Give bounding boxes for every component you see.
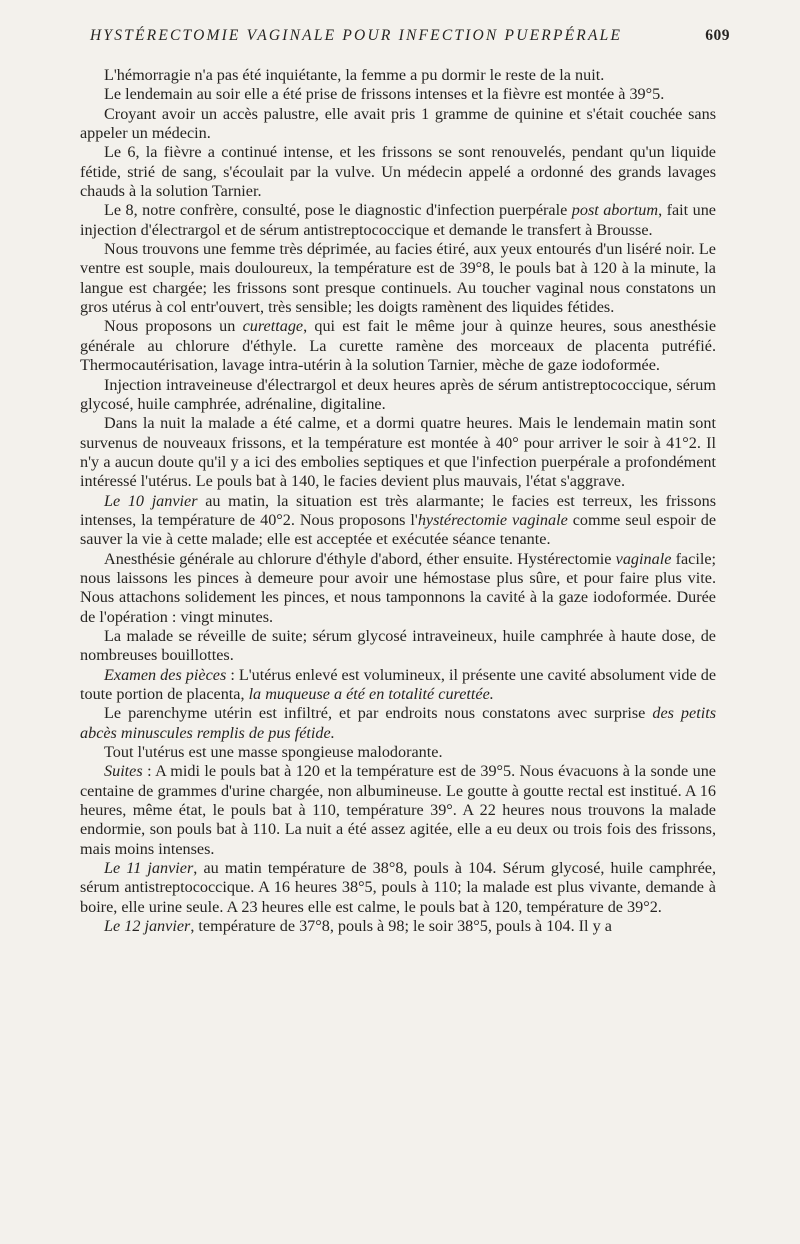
italic-text: hystérectomie vaginale [417,510,568,529]
paragraph [80,704,716,743]
paragraph [80,550,716,627]
italic-text: la muqueuse a été en totalité curettée. [248,685,494,703]
text-run: au matin, la situation est très alarmante; le facies est terreux, les frissons intenses, la température de 40°2. Nous proposons l' [80,491,716,529]
paragraph [80,762,716,859]
italic-text: curettage [242,317,304,336]
text-run: , qui est fait le même jour à quinze heures, sous anesthésie générale au chlorure d'éthyle. La curette ramène des morceaux de placenta putréfié. Thermocautérisation, lavage intra-utérin à la solution Tarnier, mèche de gaze iodoformée. [80,317,717,375]
text-run: : L'utérus enlevé est volumineux, il présente une cavité absolument vide de toute portion de placenta, [80,665,717,703]
text-run: Le lendemain au soir elle a été prise de frissons intenses et la fièvre est montée à 39°5. [104,85,665,104]
paragraph [80,105,716,144]
text-run: , fait une injection d'électrargol et de sérum antistreptococcique et demande le transfert à Brousse. [80,201,716,239]
italic-text: Suites [104,762,143,781]
running-header [90,26,730,46]
text-run: , au matin température de 38°8, pouls à 104. Sérum glycosé, huile camphrée, sérum antistreptococcique. A 16 heures 38°5, pouls à 110; la malade est plus vivante, demande à boire, elle urine seule. A 23 heures elle est calme, le pouls bat à 120, température de 39°2. [80,859,716,916]
running-title: HYSTÉRECTOMIE VAGINALE POUR INFECTION PUERPÉRALE [90,27,623,44]
text-run: Croyant avoir un accès palustre, elle avait pris 1 gramme de quinine et s'était couchée sans appeler un médecin. [80,104,716,143]
paragraph [80,85,716,104]
text-run: Dans la nuit la malade a été calme, et a dormi quatre heures. Mais le lendemain matin sont survenus de nouveaux frissons, et la température est montée à 40° pour arriver le soir à 41°2. Il n'y a aucun doute qu'il y a ici des embolies septiques et que l'infection puerpérale a profondément intéressé l'utérus. Le pouls bat à 140, le facies devient plus mauvais, l'état s'aggrave. [80,414,716,491]
text-run: Injection intraveineuse d'électrargol et deux heures après de sérum antistreptococcique, sérum glycosé, huile camphrée, adrénaline, digitaline. [80,375,716,413]
text-run: Tout l'utérus est une masse spongieuse malodorante. [104,743,443,762]
italic-text: des petits abcès minuscules remplis de pus fétide. [80,704,716,742]
paragraph [80,666,716,705]
italic-text: Le 11 janvier [104,859,194,878]
text-run: Le 6, la fièvre a continué intense, et les frissons se sont renouvelés, pendant qu'un liquide fétide, strié de sang, s'écoulait par la vulve. Un médecin appelé a ordonné des grands lavages chauds à la solution Tarnier. [80,143,716,201]
paragraph [80,376,716,415]
paragraph [80,240,716,317]
text-run: Le parenchyme utérin est infiltré, et par endroits nous constatons avec surprise [104,704,653,723]
text-run: , température de 37°8, pouls à 98; le soir 38°5, pouls à 104. Il y a [190,917,612,936]
paragraph [80,859,716,917]
text-run: Anesthésie générale au chlorure d'éthyle d'abord, éther ensuite. Hystérectomie [104,549,616,568]
paragraph [80,201,716,240]
italic-text: Le 12 janvier [104,917,191,936]
text-run: Nous trouvons une femme très déprimée, au facies étiré, aux yeux entourés d'un liséré noir. Le ventre est souple, mais douloureux, la température est de 39°8, le pouls bat à 120 à la minute, la langue est chargée; les frissons sont presque continuels. Au toucher vaginal nous constatons un gros utérus à col entr'ouvert, très sensible; les doigts ramènent des liquides fétides. [80,240,716,317]
italic-text: Le 10 [104,491,152,510]
page-number: 609 [705,27,730,44]
text-run: L'hémorragie n'a pas été inquiétante, la femme a pu dormir le reste de la nuit. [104,66,605,84]
italic-text: vaginale [615,549,672,568]
paragraph [80,414,716,491]
paragraph [80,627,716,666]
text-run: comme seul espoir de sauver la vie à cette malade; elle est acceptée et exécutée séance tenante. [80,510,717,549]
italic-text: Examen des pièces [104,665,227,684]
italic-text: janvier [151,491,198,510]
paragraph [80,143,716,201]
text-run: La malade se réveille de suite; sérum glycosé intraveineux, huile camphrée à haute dose, de nombreuses bouillottes. [80,626,716,665]
paragraph [80,317,716,375]
italic-text: post abortum [571,201,659,220]
paragraph [80,743,716,762]
body-text [80,66,716,936]
paragraph [80,492,716,550]
paragraph [80,66,716,85]
paragraph [80,917,716,936]
text-run: Le 8, notre confrère, consulté, pose le diagnostic d'infection puerpérale [104,201,572,220]
text-run: facile; nous laissons les pinces à demeure pour avoir une hémostase plus sûre, et pour faire plus vite. Nous attachons solidement les pinces, et nous tamponnons la cavité à la gaze iodoformée. Durée de l'opération : vingt minutes. [80,549,717,626]
text-run: Nous proposons un [104,317,243,336]
text-run: : A midi le pouls bat à 120 et la température est de 39°5. Nous évacuons à la sonde une centaine de grammes d'urine chargée, non albumineuse. Le goutte à goutte rectal est institué. A 16 heures, même état, le pouls bat à 110, température 39°. A 22 heures nous trouvons la malade endormie, son pouls bat à 110. La nuit a été assez agitée, elle a eu deux ou trois fois des frissons, mais moins intenses. [80,762,716,858]
